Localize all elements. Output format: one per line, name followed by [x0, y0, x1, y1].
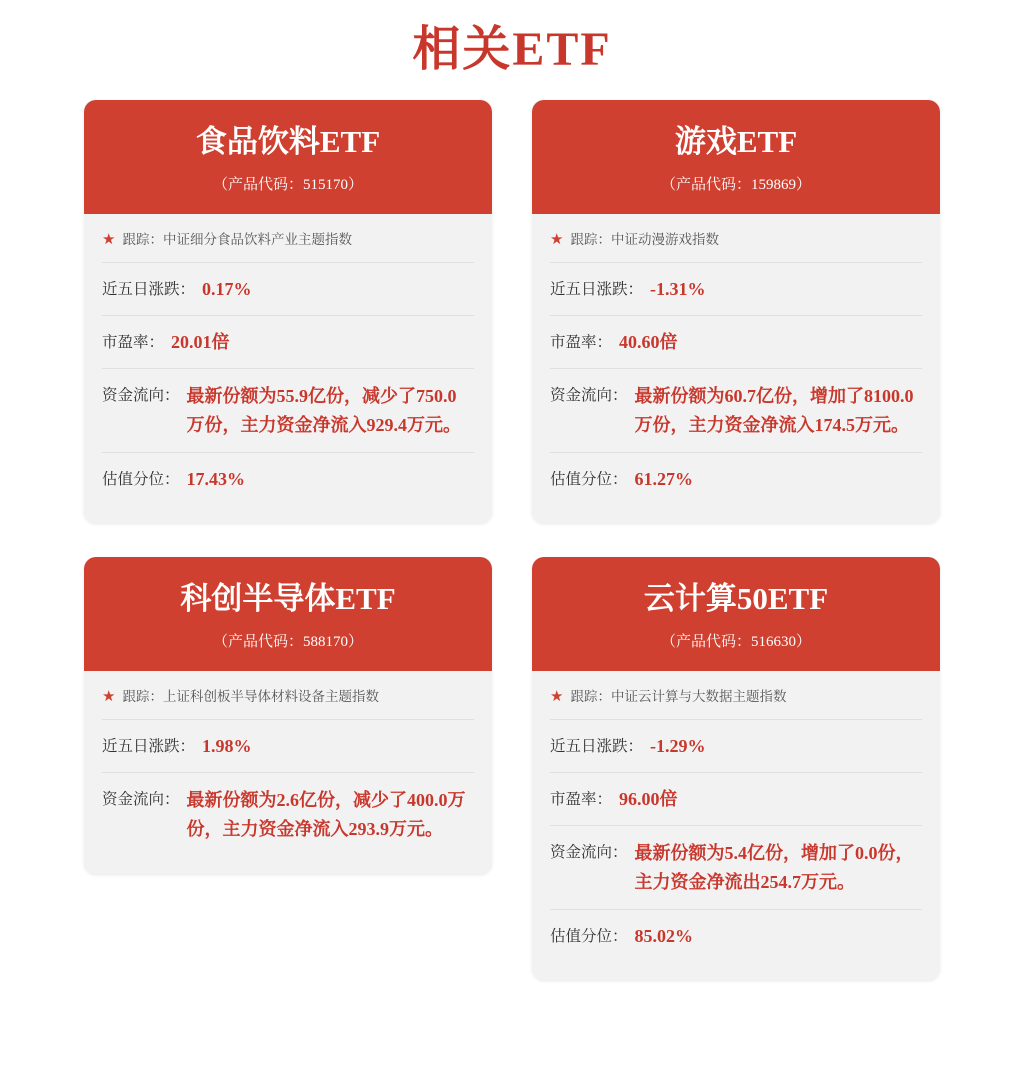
etf-pe-row	[550, 316, 922, 369]
valuation-value: 85.02%	[634, 926, 694, 946]
code-prefix: （产品代码：	[660, 634, 751, 650]
pe-value: 40.60倍	[619, 332, 678, 352]
code-suffix: ）	[796, 177, 812, 193]
valuation-label: 估值分位：	[550, 471, 628, 488]
flow-value: 最新份额为2.6亿份，减少了400.0万份，主力资金净流入293.9万元。	[186, 790, 466, 839]
valuation-value: 61.27%	[634, 469, 694, 489]
etf-code	[98, 174, 478, 196]
etf-code	[98, 631, 478, 653]
valuation-label: 估值分位：	[102, 471, 180, 488]
etf-name: 科创半导体ETF	[180, 581, 396, 616]
five-day-value: -1.31%	[650, 279, 706, 299]
five-day-value: 1.98%	[202, 736, 252, 756]
etf-flow-row	[102, 773, 474, 856]
etf-track-text	[570, 687, 786, 707]
etf-track-row	[102, 230, 474, 263]
track-label: 跟踪：	[570, 232, 611, 247]
etf-track-text	[570, 230, 719, 250]
etf-card-header	[532, 100, 940, 214]
flow-value: 最新份额为5.4亿份，增加了0.0份，主力资金净流出254.7万元。	[634, 843, 914, 892]
etf-valuation-row	[550, 910, 922, 962]
etf-code	[546, 631, 926, 653]
star-icon: ★	[102, 688, 116, 705]
code-prefix: （产品代码：	[212, 634, 303, 650]
star-icon: ★	[550, 231, 564, 248]
track-index: 中证云计算与大数据主题指数	[610, 689, 787, 704]
etf-pe-row	[550, 773, 922, 826]
etf-valuation-row	[550, 453, 922, 505]
code-value: 588170	[303, 634, 348, 650]
flow-label: 资金流向：	[550, 387, 628, 404]
etf-five-day-row	[550, 720, 922, 773]
code-value: 515170	[303, 177, 348, 193]
flow-value: 最新份额为55.9亿份，减少了750.0万份，主力资金净流入929.4万元。	[186, 386, 462, 435]
star-icon: ★	[550, 688, 564, 705]
code-suffix: ）	[348, 634, 364, 650]
star-icon: ★	[102, 231, 116, 248]
etf-five-day-row	[550, 263, 922, 316]
code-prefix: （产品代码：	[212, 177, 303, 193]
etf-card-body	[532, 214, 940, 523]
five-day-value: -1.29%	[650, 736, 706, 756]
etf-card-header	[84, 557, 492, 671]
five-day-label: 近五日涨跌：	[550, 281, 644, 298]
flow-label: 资金流向：	[102, 387, 180, 404]
flow-label: 资金流向：	[550, 844, 628, 861]
valuation-value: 17.43%	[186, 469, 246, 489]
etf-five-day-row	[102, 263, 474, 316]
etf-card[interactable]	[84, 557, 492, 874]
etf-code	[546, 174, 926, 196]
five-day-label: 近五日涨跌：	[550, 738, 644, 755]
track-index: 中证动漫游戏指数	[610, 232, 719, 247]
etf-valuation-row	[102, 453, 474, 505]
etf-track-row	[550, 230, 922, 263]
etf-card-header	[532, 557, 940, 671]
etf-name: 游戏ETF	[674, 124, 798, 159]
code-value: 516630	[751, 634, 796, 650]
code-value: 159869	[751, 177, 796, 193]
track-index: 中证细分食品饮料产业主题指数	[162, 232, 352, 247]
pe-label: 市盈率：	[102, 334, 165, 351]
code-prefix: （产品代码：	[660, 177, 751, 193]
etf-card-body	[532, 671, 940, 980]
etf-flow-row	[550, 826, 922, 910]
etf-card[interactable]	[84, 100, 492, 523]
etf-card-body	[84, 671, 492, 874]
etf-flow-row	[550, 369, 922, 453]
valuation-label: 估值分位：	[550, 928, 628, 945]
five-day-label: 近五日涨跌：	[102, 281, 196, 298]
etf-card-body	[84, 214, 492, 523]
etf-card-header	[84, 100, 492, 214]
track-label: 跟踪：	[122, 689, 163, 704]
etf-card[interactable]	[532, 557, 940, 980]
track-label: 跟踪：	[570, 689, 611, 704]
etf-name: 食品饮料ETF	[195, 124, 381, 159]
etf-track-row	[550, 687, 922, 720]
five-day-label: 近五日涨跌：	[102, 738, 196, 755]
pe-value: 96.00倍	[619, 789, 678, 809]
code-suffix: ）	[348, 177, 364, 193]
etf-track-text	[122, 687, 379, 707]
code-suffix: ）	[796, 634, 812, 650]
page-title: 相关ETF	[412, 23, 612, 76]
etf-pe-row	[102, 316, 474, 369]
etf-card-grid	[0, 86, 1024, 980]
track-index: 上证科创板半导体材料设备主题指数	[162, 689, 379, 704]
pe-label: 市盈率：	[550, 334, 613, 351]
etf-name: 云计算50ETF	[643, 581, 829, 616]
etf-card[interactable]	[532, 100, 940, 523]
flow-value: 最新份额为60.7亿份，增加了8100.0万份，主力资金净流入174.5万元。	[634, 386, 914, 435]
pe-value: 20.01倍	[171, 332, 230, 352]
five-day-value: 0.17%	[202, 279, 252, 299]
etf-track-text	[122, 230, 352, 250]
flow-label: 资金流向：	[102, 791, 180, 808]
pe-label: 市盈率：	[550, 791, 613, 808]
etf-flow-row	[102, 369, 474, 453]
etf-five-day-row	[102, 720, 474, 773]
etf-track-row	[102, 687, 474, 720]
track-label: 跟踪：	[122, 232, 163, 247]
